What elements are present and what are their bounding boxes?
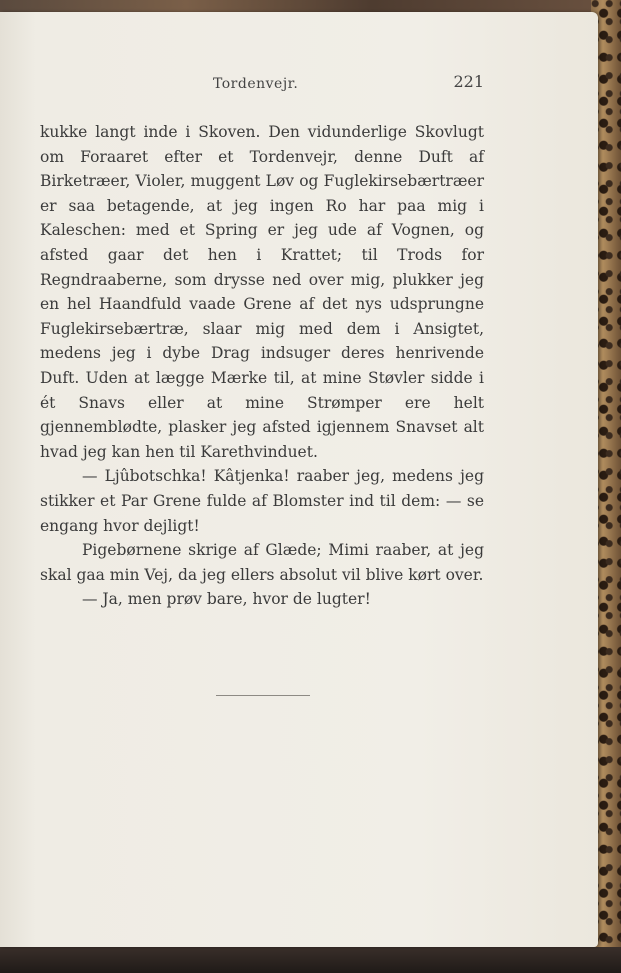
paragraph: kukke langt inde i Skoven. Den vidunderlige Skovlugt om Foraaret efter et Tordenvejr, denne Duft af Birketræer, Violer, muggent Løv og Fuglekirsebærtræer er saa betagende, at jeg ingen Ro har paa mig i Kaleschen: med et Spring er jeg ude af Vognen, og afsted gaar det hen i Krattet; til Trods for Regndraaberne, som drysse ned over mig, plukker jeg en hel Haandfuld vaade Grene af det nys udsprungne Fuglekirsebærtræ, slaar mig med dem i Ansigtet, medens jeg i dybe Drag indsuger deres henrivende Duft. Uden at lægge Mærke til, at mine Støvler sidde i ét Snavs eller at mine Strømper ere helt gjennemblødte, plasker jeg afsted igjennem Snavset alt hvad jeg kan hen til Karethvinduet. (40, 123, 484, 461)
section-divider (216, 695, 310, 696)
book-bottom-edge (0, 947, 621, 973)
running-head: Tordenvejr. (213, 76, 299, 92)
page-number: 221 (453, 72, 484, 91)
paragraph: — Ja, men prøv bare, hvor de lugter! (82, 590, 371, 609)
paragraph: — Ljûbotschka! Kâtjenka! raaber jeg, medens jeg stikker et Par Grene fulde af Blomster ind til dem: — se engang hvor dejligt! (40, 467, 484, 535)
paragraph: Pigebørnene skrige af Glæde; Mimi raaber, at jeg skal gaa min Vej, da jeg ellers absolut vil blive kørt over. (40, 541, 484, 584)
body-text (40, 120, 484, 612)
book-page (0, 12, 598, 947)
page-header (40, 70, 484, 94)
